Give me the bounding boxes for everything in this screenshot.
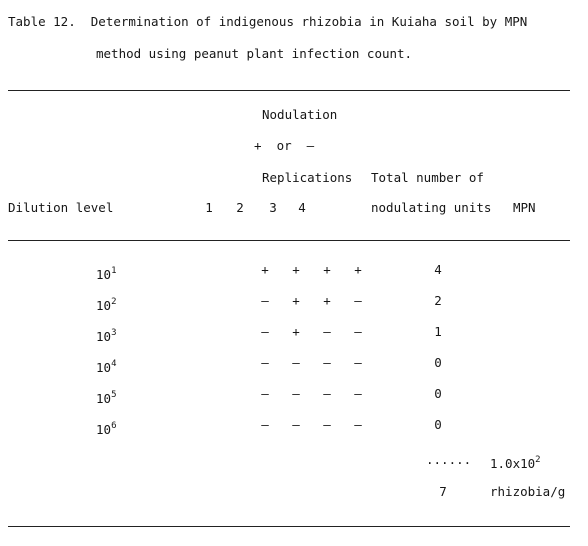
table-caption-line2: method using peanut plant infection count.: [96, 46, 413, 61]
sign-rep-2: –: [292, 386, 300, 401]
sign-rep-4: –: [354, 324, 362, 339]
sign-rep-3: –: [323, 417, 331, 432]
sign-rep-1: –: [261, 417, 269, 432]
sign-rep-1: –: [261, 355, 269, 370]
sign-rep-2: +: [292, 262, 300, 277]
dilution-cell: $10^1$: [96, 266, 117, 282]
total-cell: 4: [434, 262, 442, 277]
dilution-cell: $10^4$: [96, 359, 117, 375]
total-cell: 0: [434, 417, 442, 432]
sign-rep-3: +: [323, 262, 331, 277]
total-cell: 0: [434, 386, 442, 401]
header-rep-2: 2: [236, 200, 244, 215]
header-total-line2: nodulating units: [371, 200, 492, 215]
header-nodulation: Nodulation: [262, 107, 338, 122]
sign-rep-1: –: [261, 293, 269, 308]
sign-rep-4: –: [354, 293, 362, 308]
top-rule: [8, 90, 570, 91]
sign-rep-1: –: [261, 386, 269, 401]
sign-rep-2: –: [292, 355, 300, 370]
header-dilution-level: Dilution level: [8, 200, 114, 215]
total-cell: 1: [434, 324, 442, 339]
total-cell: 0: [434, 355, 442, 370]
sign-rep-4: –: [354, 386, 362, 401]
sign-rep-1: –: [261, 324, 269, 339]
sign-rep-3: –: [323, 355, 331, 370]
mpn-unit: rhizobia/g: [490, 484, 566, 499]
dilution-cell: $10^5$: [96, 390, 117, 406]
sign-rep-4: –: [354, 355, 362, 370]
sign-rep-2: +: [292, 293, 300, 308]
header-rep-3: 3: [269, 200, 277, 215]
sign-rep-1: +: [261, 262, 269, 277]
sign-rep-2: –: [292, 417, 300, 432]
mpn-value: $1.0x10^2$: [490, 455, 541, 471]
header-total-line1: Total number of: [371, 170, 484, 185]
result-dots: ......: [426, 452, 472, 467]
header-replications: Replications: [262, 170, 353, 185]
header-plus-or-minus: + or –: [254, 138, 315, 153]
sign-rep-2: +: [292, 324, 300, 339]
sign-rep-4: +: [354, 262, 362, 277]
sign-rep-3: –: [323, 386, 331, 401]
dilution-cell: $10^6$: [96, 421, 117, 437]
header-rule: [8, 240, 570, 241]
sign-rep-4: –: [354, 417, 362, 432]
mpn-count: 7: [439, 484, 447, 499]
sign-rep-3: +: [323, 293, 331, 308]
bottom-rule: [8, 526, 570, 527]
header-mpn: MPN: [513, 200, 536, 215]
dilution-cell: $10^2$: [96, 297, 117, 313]
total-cell: 2: [434, 293, 442, 308]
table-caption-line1: Table 12. Determination of indigenous rhizobia in Kuiaha soil by MPN: [8, 14, 528, 29]
header-rep-1: 1: [205, 200, 213, 215]
header-rep-4: 4: [298, 200, 306, 215]
dilution-cell: $10^3$: [96, 328, 117, 344]
sign-rep-3: –: [323, 324, 331, 339]
